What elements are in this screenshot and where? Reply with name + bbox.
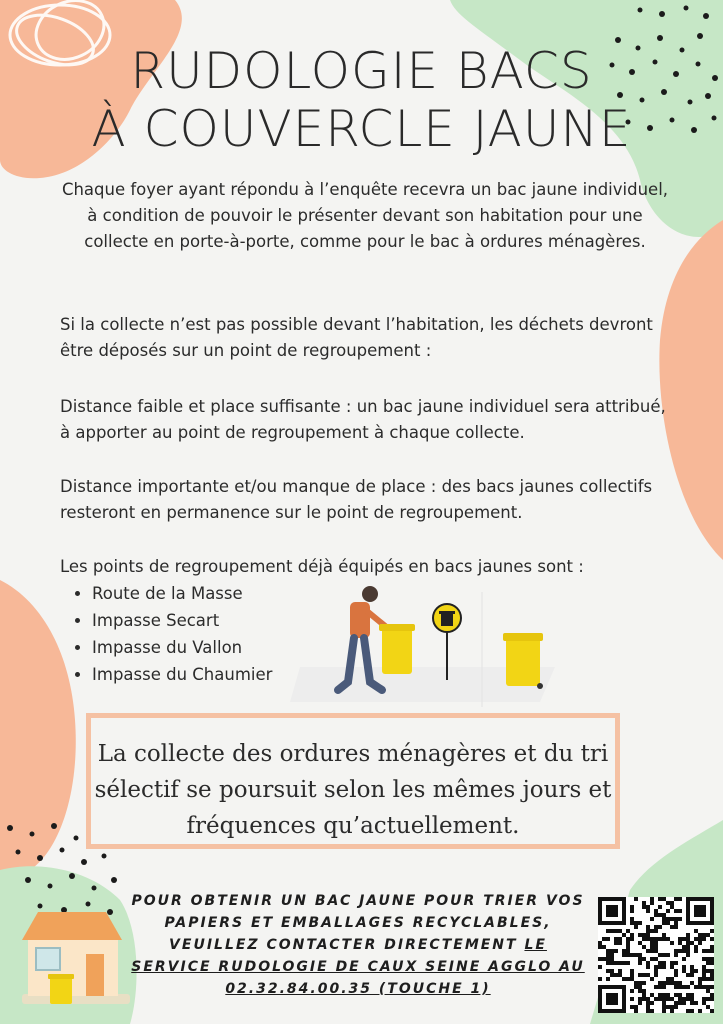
house-illustration [14,908,134,1013]
yellow-bin [506,636,540,686]
contact-service-link[interactable]: LE SERVICE RUDOLOGIE DE CAUX SEINE AGGLO AU 02.32.84.00.35 (TOUCHE 1) [131,937,585,997]
list-item: • Impasse du Vallon [92,634,272,661]
collection-notice-box: La collecte des ordures ménagères et du tri sélectif se poursuit selon les mêmes jours et fréquences qu’actuellement. [86,713,620,849]
location-list [76,580,272,688]
page-title [0,42,723,158]
contact-instructions [128,890,588,1000]
title-line-1: RUDOLOGIE BACS [130,42,593,100]
collection-illustration [290,582,570,712]
list-item: • Impasse du Chaumier [92,661,272,688]
person-head [362,586,378,602]
house-door [86,954,104,996]
house-yellow-bin [50,976,72,1004]
paragraph-regroupement: Si la collecte n’est pas possible devant l’habitation, les déchets devront être déposés sur un point de regroupement : [60,315,653,360]
yellow-bin-cart [382,626,412,674]
list-item: • Route de la Masse [92,580,272,607]
intro-paragraph: Chaque foyer ayant répondu à l’enquête recevra un bac jaune individuel, à condition de pouvoir le présenter devant son habitation pour une collecte en porte-à-porte, comme pour le bac à ordures ménagères. [61,180,669,251]
contact-text: POUR OBTENIR UN BAC JAUNE POUR TRIER VOS PAPIERS ET EMBALLAGES RECYCLABLES, VEUILLEZ CONTACTER DIRECTEMENT [131,893,585,953]
person-torso [350,602,370,638]
house-window [36,948,60,970]
house-roof [22,912,122,940]
paragraph-distance-faible: Distance faible et place suffisante : un bac jaune individuel sera attribué, à apporter au point de regroupement à chaque collecte. [60,397,666,442]
list-item: • Impasse Secart [92,607,272,634]
paragraph-points-equipes: Les points de regroupement déjà équipés en bacs jaunes sont : [60,557,584,576]
title-line-2: À COUVERCLE JAUNE [91,100,632,158]
qr-code[interactable] [598,897,714,1013]
peach-blob-left [0,580,76,880]
paragraph-distance-importante: Distance importante et/ou manque de place : des bacs jaunes collectifs resteront en permanence sur le point de regroupement. [60,477,653,522]
